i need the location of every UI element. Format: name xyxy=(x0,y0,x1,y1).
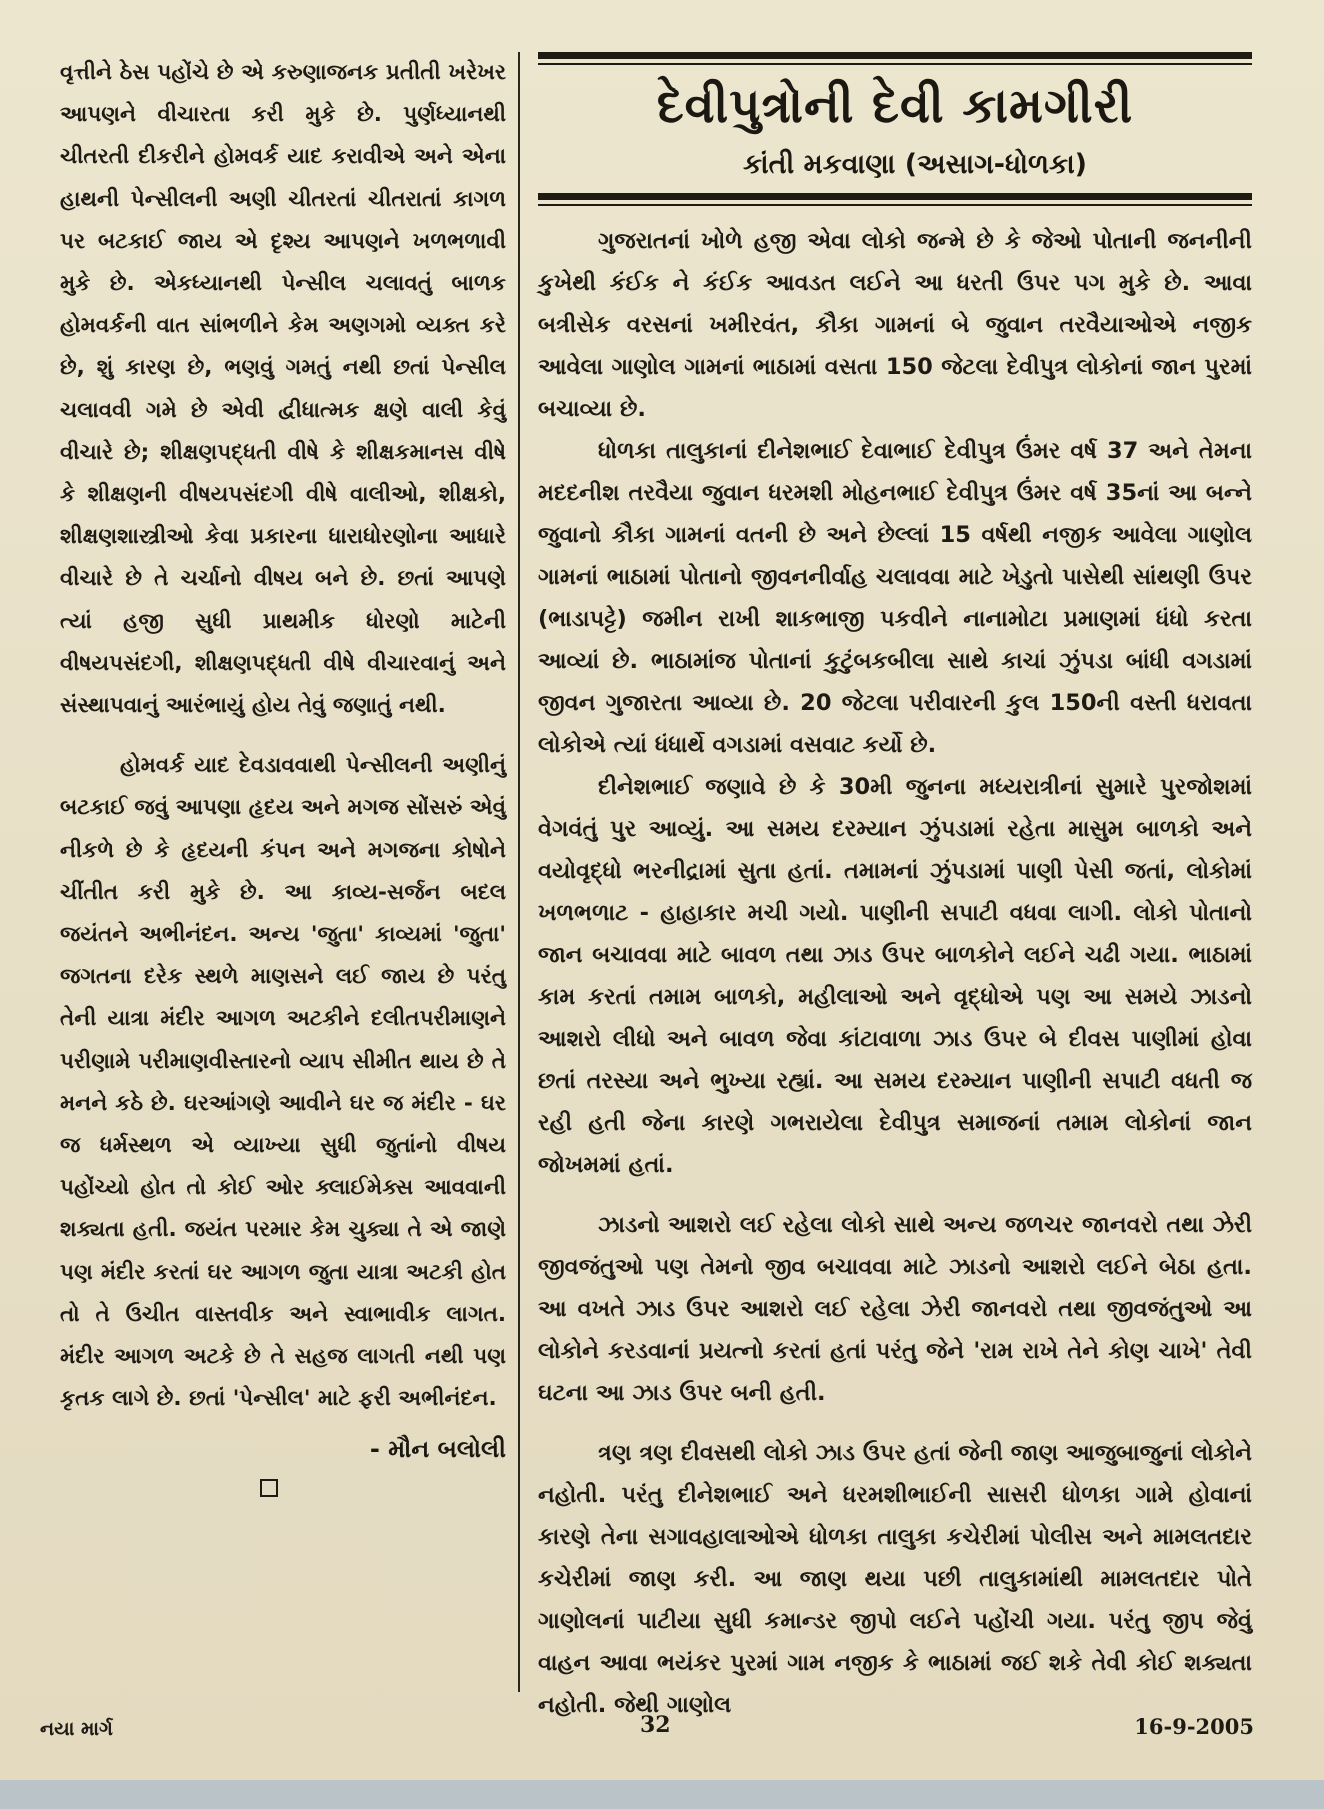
letter-signature: - મૌન બલોલી xyxy=(369,1434,506,1463)
article-header xyxy=(538,52,1252,206)
article-paragraph-2: ધોળકા તાલુકાનાં દીનેશભાઈ દેવાભાઈ દેવીપુત્ર ઉંમર વર્ષ 37 અને તેમના મદદનીશ તરવૈયા જુવાન ધરમશી મોહનભાઈ દેવીપુત્ર ઉંમર વર્ષ 35નાં આ બન્ને જુવાનો કૌકા ગામનાં વતની છે અને છેલ્લાં 15 વર્ષથી નજીક આવેલા ગાણોલ ગામનાં ભાઠામાં પોતાનો જીવનનીર્વાહ ચલાવવા માટે ખેડુતો પાસેથી સાંથણી ઉપર (ભાડાપટ્ટે) જમીન રાખી શાકભાજી પકવીને નાનામોટા પ્રમાણમાં ધંધો કરતા આવ્યાં છે. ભાઠામાંજ પોતાનાં કુટુંબકબીલા સાથે કાચાં ઝુંપડા બાંધી વગડામાં જીવન ગુજારતા આવ્યા છે. 20 જેટલા પરીવારની કુલ 150ની વસ્તી ધરાવતા લોકોએ ત્યાં ધંધાર્થે વગડામાં વસવાટ કર્યો છે. xyxy=(538,438,1252,758)
article-paragraph-3: દીનેશભાઈ જણાવે છે કે 30મી જુનના મધ્યરાત્રીનાં સુમારે પુરજોશમાં વેગવંતું પુર આવ્યું. આ સમય દરમ્યાન ઝુંપડામાં રહેતા માસુમ બાળકો અને વયોવૃદ્ધો ભરનીદ્રામાં સુતા હતાં. તમામનાં ઝુંપડામાં પાણી પેસી જતાં, લોકોમાં ખળભળાટ - હાહાકાર મચી ગયો. પાણીની સપાટી વધવા લાગી. લોકો પોતાનો જાન બચાવવા માટે બાવળ તથા ઝાડ ઉપર બાળકોને લઈને ચઢી ગયા. ભાઠામાં કામ કરતાં તમામ બાળકો, મહીલાઓ અને વૃદ્ધોએ પણ આ સમયે ઝાડનો આશરો લીધો અને બાવળ જેવા કાંટાવાળા ઝાડ ઉપર બે દીવસ પાણીમાં હોવા છતાં તરસ્યા અને ભુખ્યા રહ્યાં. આ સમય દરમ્યાન પાણીની સપાટી વધતી જ રહી હતી જેના કારણે ગભરાયેલા દેવીપુત્ર સમાજનાં તમામ લોકોનાં જાન જોખમમાં હતાં. xyxy=(538,774,1252,1178)
header-rule-top xyxy=(538,52,1252,59)
header-rule-bottom-thin xyxy=(538,204,1252,206)
left-column xyxy=(60,52,506,1497)
header-rule-bottom xyxy=(538,193,1252,200)
scan-bottom-edge xyxy=(0,1780,1324,1809)
article-column xyxy=(538,52,1252,1726)
left-paragraph-2: હોમવર્ક યાદ દેવડાવવાથી પેન્સીલની અણીનું બટકાઈ જવું આપણા હૃદય અને મગજ સોંસરું એવું નીકળે છે કે હૃદયની કંપન અને મગજના કોષોને ચીંતીત કરી મુકે છે. આ કાવ્ય-સર્જન બદલ જયંતને અભીનંદન. અન્ય 'જુતા' કાવ્યમાં 'જુતા' જગતના દરેક સ્થળે માણસને લઈ જાય છે પરંતુ તેની યાત્રા મંદીર આગળ અટકીને દલીતપરીમાણને પરીણામે પરીમાણવીસ્તારનો વ્યાપ સીમીત થાય છે તે મનને કઠે છે. ઘરઆંગણે આવીને ઘર જ મંદીર - ઘર જ ધર્મસ્થળ એ વ્યાખ્યા સુધી જુતાંનો વીષય પહોંચ્યો હોત તો કોઈ ઓર ક્લાઈમેક્સ આવવાની શક્યતા હતી. જયંત પરમાર કેમ ચુક્યા તે એ જાણે પણ મંદીર કરતાં ઘર આગળ જુતા યાત્રા અટકી હોત તો તે ઉચીત વાસ્તવીક અને સ્વાભાવીક લાગત. મંદીર આગળ અટકે છે તે સહજ લાગતી નથી પણ કૃતક લાગે છે. છતાં 'પેન્સીલ' માટે ફરી અભીનંદન. xyxy=(60,753,506,1412)
article-paragraph-4: ઝાડનો આશરો લઈ રહેલા લોકો સાથે અન્ય જળચર જાનવરો તથા ઝેરી જીવજંતુઓ પણ તેમનો જીવ બચાવવા માટે ઝાડનો આશરો લઈને બેઠા હતા. આ વખતે ઝાડ ઉપર આશરો લઈ રહેલા ઝેરી જાનવરો તથા જીવજંતુઓ આ લોકોને કરડવાનાં પ્રયત્નો કરતાં હતાં પરંતુ જેને 'રામ રાખે તેને કોણ ચાખે' તેવી ઘટના આ ઝાડ ઉપર બની હતી. xyxy=(538,1212,1252,1406)
left-paragraph-1: વૃત્તીને ઠેસ પહોંચે છે એ કરુણાજનક પ્રતીતી ખરેખર આપણને વીચારતા કરી મુકે છે. પુર્ણધ્યાનથી ચીતરતી દીકરીને હોમવર્ક યાદ કરાવીએ અને એના હાથની પેન્સીલની અણી ચીતરતાં ચીતરાતાં કાગળ પર બટકાઈ જાય એ દૃશ્ય આપણને ખળભળાવી મુકે છે. એકધ્યાનથી પેન્સીલ ચલાવતું બાળક હોમવર્કની વાત સાંભળીને કેમ અણગમો વ્યક્ત કરે છે, શું કારણ છે, ભણવું ગમતું નથી છતાં પેન્સીલ ચલાવવી ગમે છે એવી દ્વીધાત્મક ક્ષણે વાલી કેવું વીચારે છે; શીક્ષણપદ્ધતી વીષે કે શીક્ષકમાનસ વીષે કે શીક્ષણની વીષયપસંદગી વીષે વાલીઓ, શીક્ષકો, શીક્ષણશાસ્ત્રીઓ કેવા પ્રકારના ધારાધોરણોના આધારે વીચારે છે તે ચર્ચાનો વીષય બને છે. છતાં આપણે ત્યાં હજી સુધી પ્રાથમીક ધોરણો માટેની વીષયપસંદગી, શીક્ષણપદ્ધતી વીષે વીચારવાનું અને સંસ્થાપવાનું આરંભાયું હોય તેવું જણાતું નથી. xyxy=(60,60,506,719)
header-rule-top-thin xyxy=(538,63,1252,65)
page-number: 32 xyxy=(640,1712,671,1738)
column-divider xyxy=(518,52,520,1692)
article-paragraph-1: ગુજરાતનાં ખોળે હજી એવા લોકો જન્મે છે કે જેઓ પોતાની જનનીની કુખેથી કંઈક ને કંઈક આવડત લઈને આ ધરતી ઉપર પગ મુકે છે. આવા બત્રીસેક વરસનાં ખમીરવંત, કૌકા ગામનાં બે જુવાન તરવૈયાઓએ નજીક આવેલા ગાણોલ ગામનાં ભાઠામાં વસતા 150 જેટલા દેવીપુત્ર લોકોનાં જાન પુરમાં બચાવ્યા છે. xyxy=(538,228,1252,422)
page-footer xyxy=(40,1712,1284,1752)
article-byline: કાંતી મકવાણા (અસાગ-ધોળકા) xyxy=(742,149,1088,180)
article-paragraph-5: ત્રણ ત્રણ દીવસથી લોકો ઝાડ ઉપર હતાં જેની જાણ આજુબાજુનાં લોકોને નહોતી. પરંતુ દીનેશભાઈ અને ધરમશીભાઈની સાસરી ધોળકા ગામે હોવાનાં કારણે તેના સગાવહાલાઓએ ધોળકા તાલુકા કચેરીમાં પોલીસ અને મામલતદાર કચેરીમાં જાણ કરી. આ જાણ થયા પછી તાલુકામાંથી મામલતદાર પોતે ગાણોલનાં પાટીયા સુધી કમાન્ડર જીપો લઈને પહોંચી ગયા. પરંતુ જીપ જેવું વાહન આવા ભયંકર પુરમાં ગામ નજીક કે ભાઠામાં જઈ શકે તેવી કોઈ શક્યતા નહોતી. જેથી ગાણોલ xyxy=(538,1440,1252,1718)
article-title: દેવીપુત્રોની દેવી કામગીરી xyxy=(656,78,1134,134)
end-mark-icon xyxy=(260,1479,278,1497)
issue-date: 16-9-2005 xyxy=(1134,1714,1254,1739)
publication-name: નયા માર્ગ xyxy=(40,1718,113,1740)
